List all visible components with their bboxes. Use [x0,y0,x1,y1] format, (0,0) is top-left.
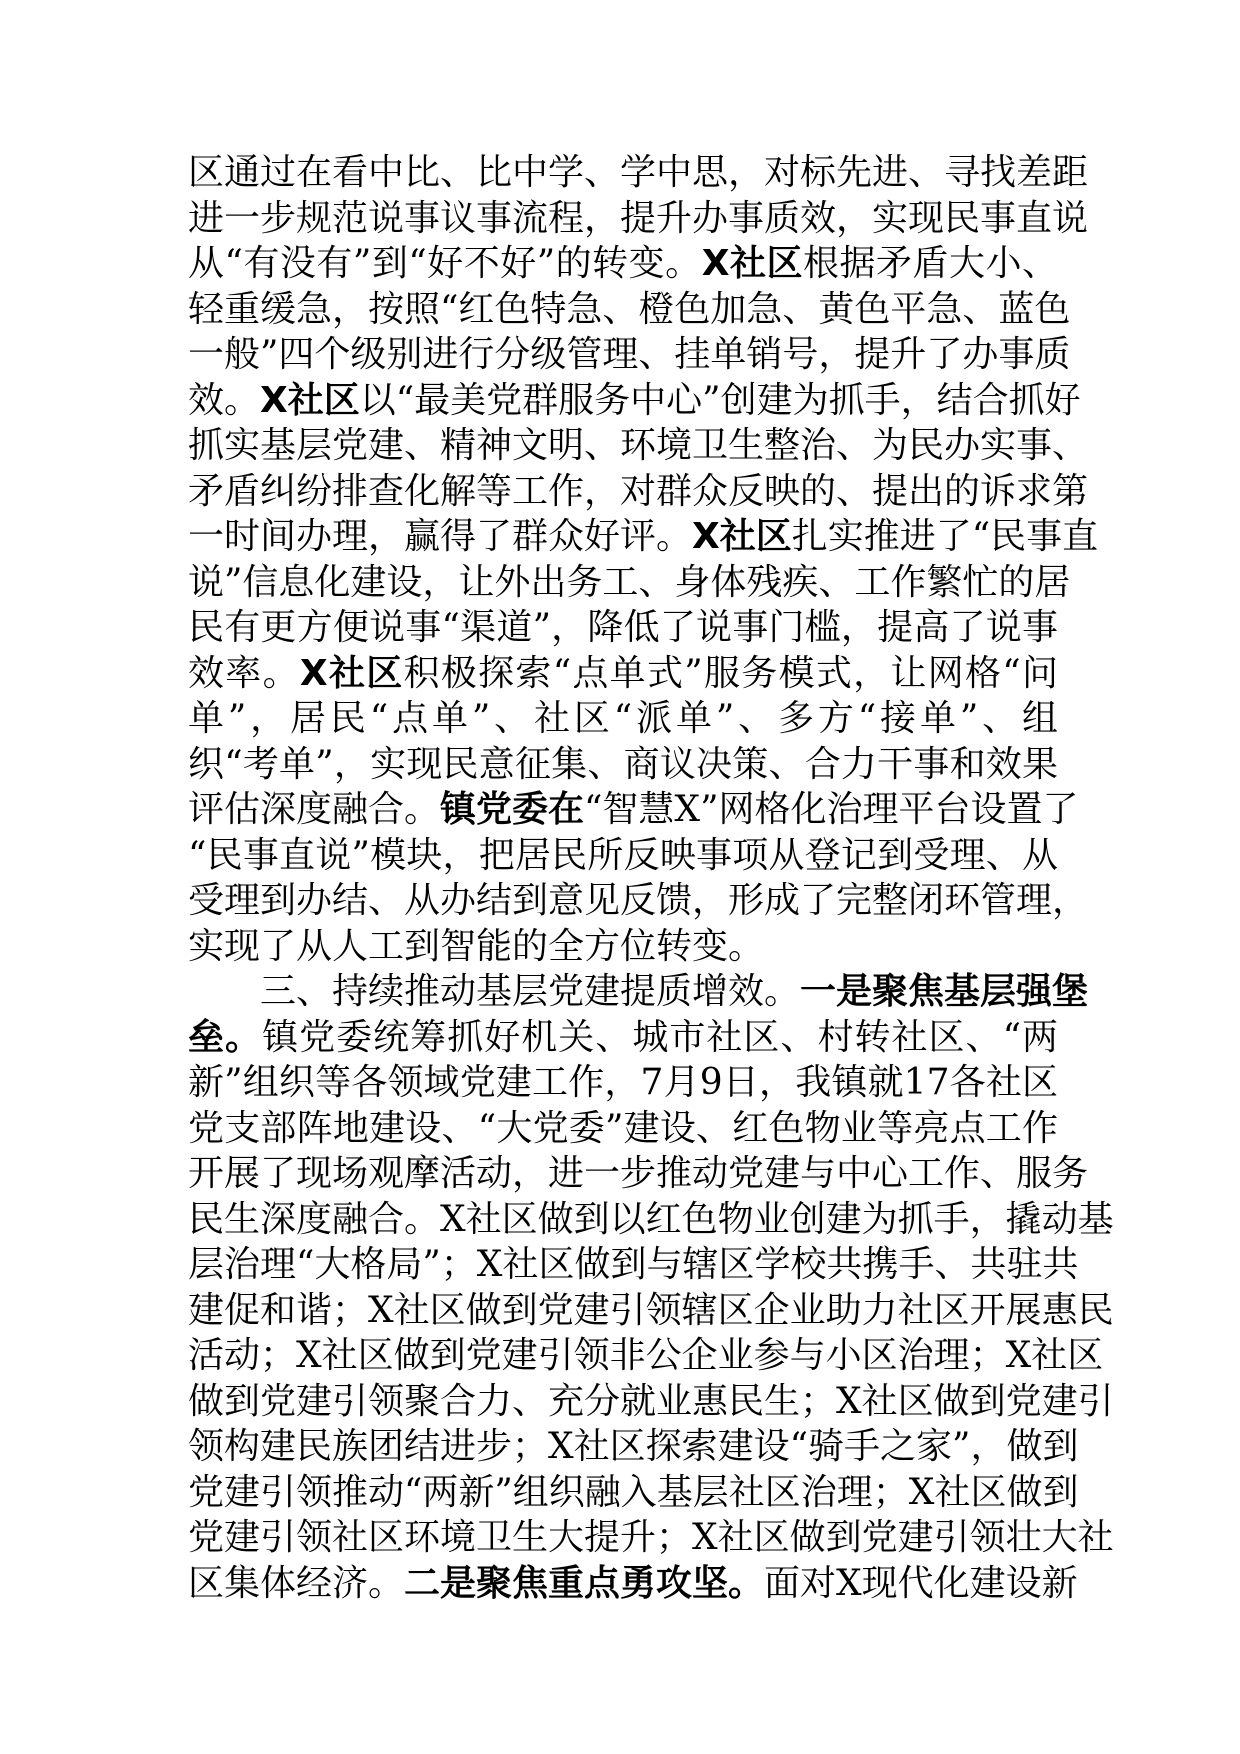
bold-text-run: 一是聚焦基层强堡 [800,971,1089,1012]
text-run: 领构建民族团结进步；X社区探索建设“骑手之家”，做到 [188,1426,1079,1467]
text-line [188,560,1071,606]
text-line [188,696,1058,742]
bold-text-run: 二是聚焦重点勇攻坚。 [404,1562,765,1604]
text-line [188,423,1089,469]
text-line [188,1015,1058,1061]
text-line [188,150,1089,196]
text-run: 民生深度融合。X社区做到以红色物业创建为抓手，撬动基 [188,1198,1114,1240]
bold-text-run: 垒。 [188,1016,263,1058]
text-line [188,514,1099,560]
text-line [188,969,1089,1015]
text-run: 矛盾纠纷排查化解等工作，对群众反映的、提出的诉求第 [188,470,1089,512]
text-run: 区集体经济。 [188,1562,405,1604]
text-line [188,605,1058,651]
text-run: 从“有没有”到“好不好”的转变。 [188,243,702,284]
text-run: 区通过在看中比、比中学、学中思，对标先进、寻找差距 [188,152,1089,193]
bold-text-run: X社区 [692,516,792,557]
text-line [188,1106,1058,1152]
text-run: 效率。 [188,652,300,694]
text-run: 进一步规范说事议事流程，提升办事质效，实现民事直说 [188,197,1089,239]
text-run: “智慧X”网格化治理平台设置了 [584,789,1079,830]
text-run: 活动；X社区做到党建引领非公企业参与小区治理；X社区 [188,1335,1104,1376]
text-run: 一般”四个级别进行分级管理、挂单销号，提升了办事质 [188,334,1071,375]
text-run: 积极探索“点单式”服务模式，让网格“问 [403,652,1058,694]
text-line [188,1515,1114,1561]
text-run: 党建引领推动“两新”组织融入基层社区治理；X社区做到 [188,1471,1079,1513]
text-run: 轻重缓急，按照“红色特急、橙色加急、黄色平急、蓝色 [188,288,1071,330]
text-run: 党建引领社区环境卫生大提升；X社区做到党建引领壮大社 [188,1517,1114,1558]
text-run: 民有更方便说事“渠道”，降低了说事门槛，提高了说事 [188,607,1058,648]
text-line [188,1151,1089,1197]
text-run: 党支部阵地建设、“大党委”建设、红色物业等亮点工作 [188,1107,1058,1149]
text-line [188,924,1058,970]
text-run: 评估深度融合。 [188,789,441,830]
text-line [188,787,1079,833]
text-run: 效。 [188,379,261,421]
text-line [188,1561,1078,1607]
text-line [188,241,1058,287]
document-body [188,150,1114,1606]
text-run: 三、持续推动基层党建提质增效。 [260,971,801,1012]
text-line [188,742,1058,788]
text-line [188,1197,1114,1243]
text-run: 一时间办理，赢得了群众好评。 [188,516,693,557]
text-line [188,878,1089,924]
text-run: 扎实推进了“民事直 [791,516,1099,557]
text-run: “民事直说”模块，把居民所反映事项从登记到受理、从 [188,834,1058,876]
text-line [188,651,1058,697]
text-line [188,1333,1104,1379]
bold-text-run: X社区 [701,243,803,284]
text-line [188,1242,1079,1288]
text-run: 说”信息化建设，让外出务工、身体残疾、工作繁忙的居 [188,561,1071,603]
text-run: 抓实基层党建、精神文明、环境卫生整治、为民办实事、 [188,425,1089,466]
text-run: 开展了现场观摩活动，进一步推动党建与中心工作、服务 [188,1153,1089,1194]
text-line [188,1060,1058,1106]
text-line [188,287,1071,333]
text-run: 层治理“大格局”；X社区做到与辖区学校共携手、共驻共 [188,1244,1079,1285]
text-run: 织“考单”，实现民意征集、商议决策、合力干事和效果 [188,743,1058,785]
text-line [188,332,1071,378]
text-line [188,1288,1114,1334]
text-run: 镇党委统筹抓好机关、城市社区、村转社区、“两 [262,1016,1058,1058]
text-line [188,1379,1114,1425]
bold-text-run: 镇党委在 [440,789,585,830]
text-line [188,833,1058,879]
text-line [188,1424,1079,1470]
text-run: 新”组织等各领域党建工作，7月9日，我镇就17各社区 [188,1062,1058,1103]
text-run: 以“最美党群服务中心”创建为抓手，结合抓好 [359,379,1081,421]
text-run: 建促和谐；X社区做到党建引领辖区企业助力社区开展惠民 [188,1289,1114,1331]
bold-text-run: X社区 [299,652,404,694]
text-line [188,469,1089,515]
text-run: 根据矛盾大小、 [802,243,1058,284]
text-run: 面对X现代化建设新 [764,1562,1078,1604]
text-run: 做到党建引领聚合力、充分就业惠民生；X社区做到党建引 [188,1380,1114,1422]
text-line [188,196,1089,242]
text-line [188,1470,1079,1516]
text-line [188,378,1081,424]
bold-text-run: X社区 [260,379,360,421]
text-run: 单”，居民“点单”、社区“派单”、多方“接单”、组 [188,698,1058,739]
text-run: 实现了从人工到智能的全方位转变。 [188,925,765,967]
text-run: 受理到办结、从办结到意见反馈，形成了完整闭环管理， [188,880,1089,921]
